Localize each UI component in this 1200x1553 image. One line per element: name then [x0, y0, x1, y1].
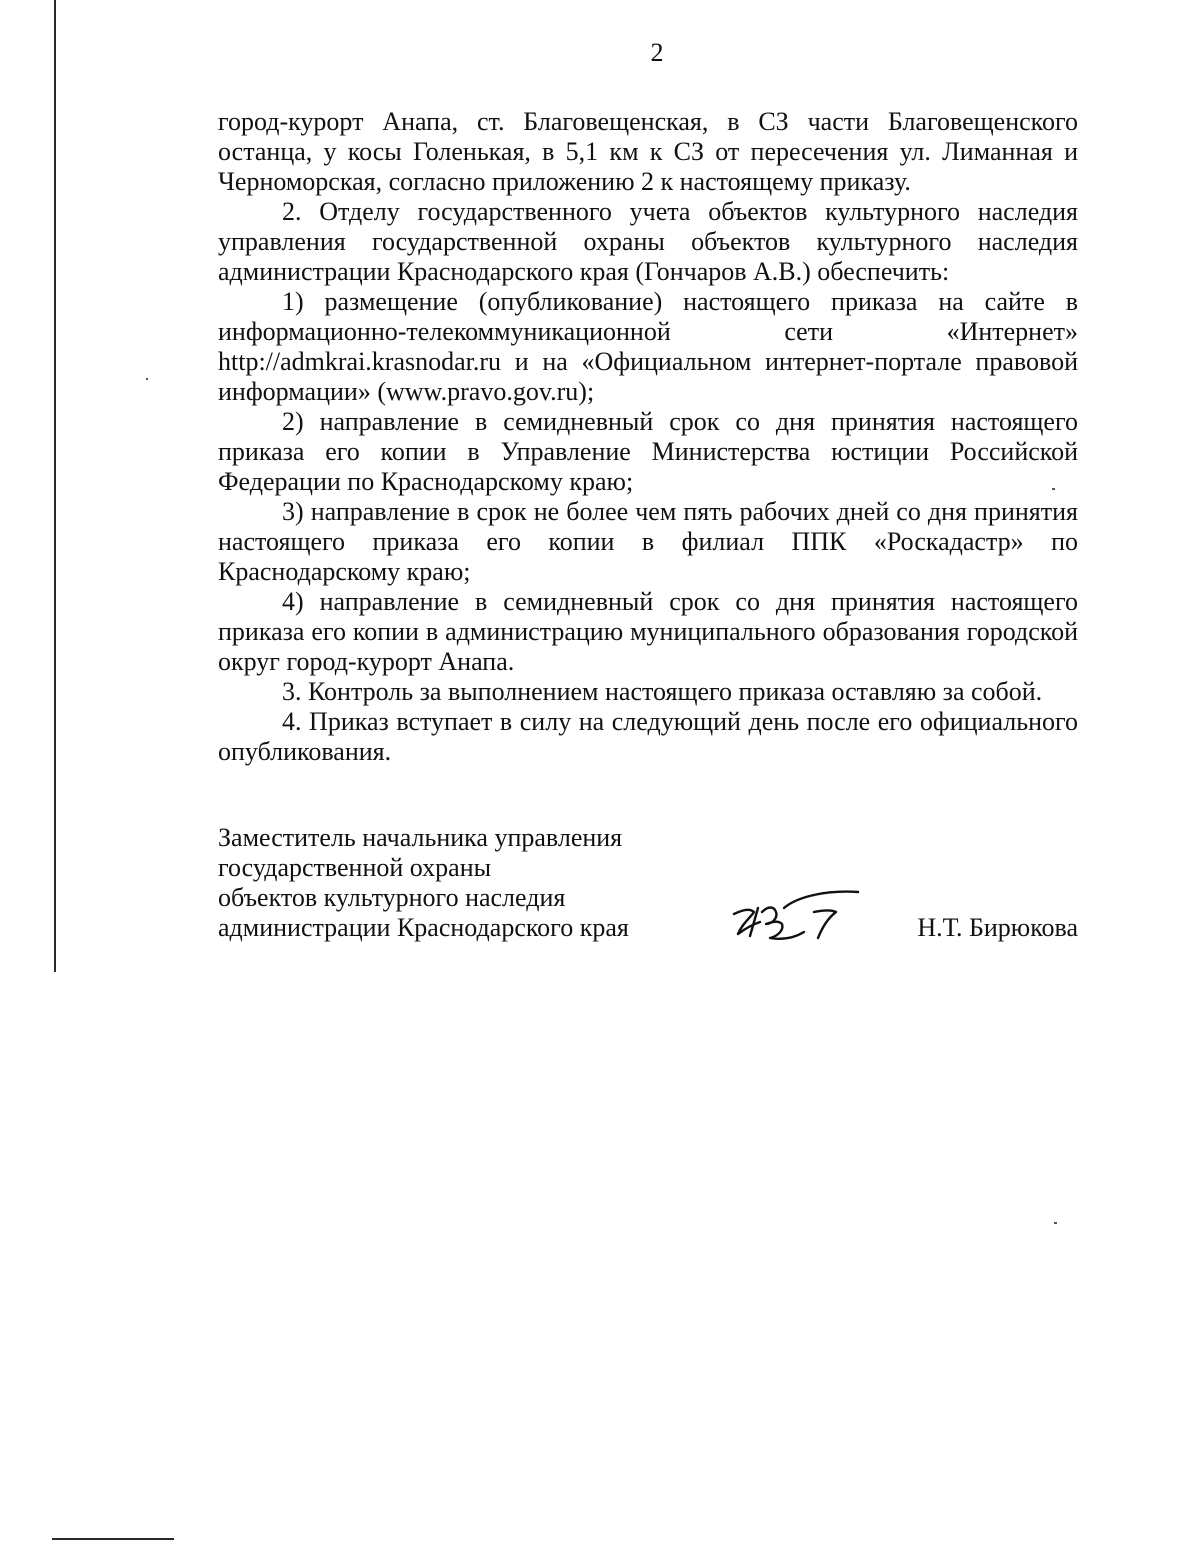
- handwritten-signature: [728, 884, 866, 954]
- paragraph-subitem-4: 4) направление в семидневный срок со дня принятия настоящего приказа его копии в администрацию муниципального образования городской округ город-курорт Анапа.: [218, 587, 1078, 676]
- paragraph-item-4: 4. Приказ вступает в силу на следующий день после его официального опубликования.: [218, 707, 1078, 766]
- position-line: объектов культурного наследия: [218, 883, 566, 912]
- position-line: администрации Краснодарского края: [218, 913, 629, 942]
- paragraph-item-3: 3. Контроль за выполнением настоящего приказа оставляю за собой.: [282, 677, 1043, 706]
- scan-speck: [1054, 1222, 1057, 1224]
- paragraph-continuation: город-курорт Анапа, ст. Благовещенская, в СЗ части Благовещенского останца, у косы Голенькая, в 5,1 км к СЗ от пересечения ул. Лиманная и Черноморская, согласно приложению 2 к настоящему приказу.: [218, 107, 1078, 196]
- scan-border-left: [54, 0, 56, 972]
- page-number: 2: [650, 38, 664, 67]
- scan-border-bottom: [52, 1538, 174, 1540]
- signatory-name: Н.Т. Бирюкова: [917, 913, 1078, 942]
- paragraph-subitem-3: 3) направление в срок не более чем пять рабочих дней со дня принятия настоящего приказа его копии в филиал ППК «Роскадастр» по Краснодарскому краю;: [218, 497, 1078, 586]
- paragraph-item-2: 2. Отделу государственного учета объектов культурного наследия управления государственной охраны объектов культурного наследия администрации Краснодарского края (Гончаров А.В.) обеспечить:: [218, 197, 1078, 286]
- document-body: [218, 107, 1078, 767]
- position-line: Заместитель начальника управления: [218, 823, 623, 852]
- scan-speck: [146, 378, 148, 380]
- position-line: государственной охраны: [218, 853, 492, 882]
- paragraph-subitem-2: 2) направление в семидневный срок со дня принятия настоящего приказа его копии в Управление Министерства юстиции Российской Федерации по Краснодарскому краю;: [218, 407, 1078, 496]
- paragraph-subitem-1: 1) размещение (опубликование) настоящего приказа на сайте в информационно-телекоммуникационной сети «Интернет» http://admkrai.krasnodar.ru и на «Официальном интернет-портале правовой информации» (www.pravo.gov.ru);: [218, 287, 1078, 406]
